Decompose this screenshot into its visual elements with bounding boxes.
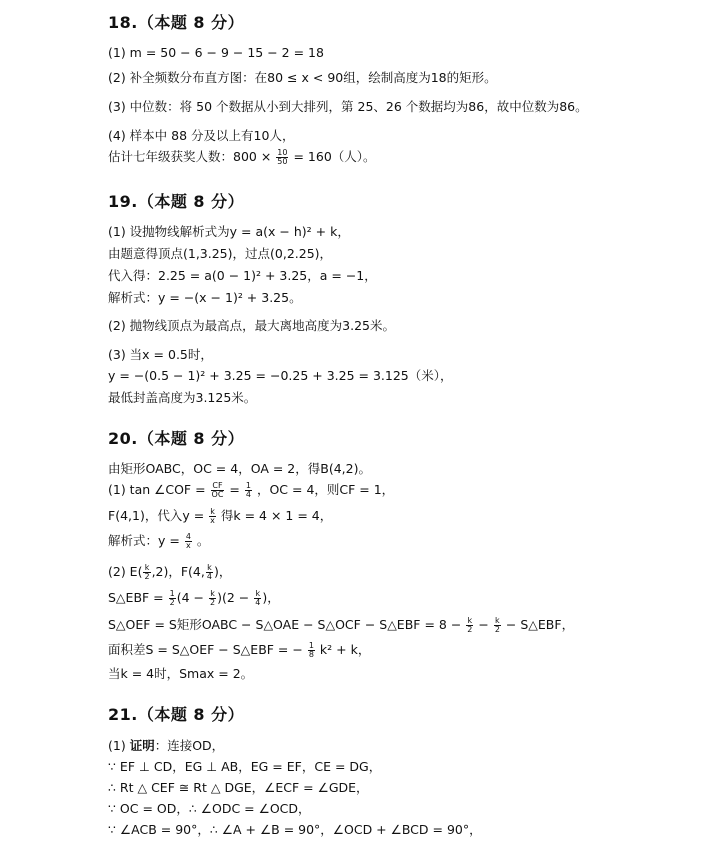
s18-line-2: (2) 补全频数分布直方图：在80 ≤ x < 90组，绘制高度为18的矩形。 [108,70,497,85]
s20-line-2: (1) tan ∠COF = $\frac{CF}{OC}$ = $\frac{1}{4}$ ，OC = 4，则CF = 1， [108,481,395,499]
s21-line-3: ∴ Rt △ CEF ≅ Rt △ DGE，∠ECF = ∠GDE， [108,780,369,795]
s19-line-4: 解析式：y = −(x − 1)² + 3.25。 [108,290,302,305]
fraction-cf-oc: $\frac{CF}{OC}$ [211,481,224,499]
fraction-k-4: $\frac{k}{4}$ [206,563,212,581]
s21-line-1: (1) 证明：连接OD， [108,738,225,753]
fraction-4-x: $\frac{4}{x}$ [185,532,191,550]
s19-line-7: y = −(0.5 − 1)² + 3.25 = −0.25 + 3.25 = 3.125（米）， [108,368,453,383]
fraction-1-8: $\frac{1}{8}$ [308,641,314,659]
s21-line-5: ∵ ∠ACB = 90°，∴ ∠A + ∠B = 90°，∠OCD + ∠BCD = 90°， [108,822,482,837]
s20-line-6: S△EBF = $\frac{1}{2}$ (4 − $\frac{k}{2}$ )(2 − $\frac{k}{4}$ )， [108,589,280,607]
fraction-k-4: $\frac{k}{4}$ [255,589,261,607]
fraction-k-2: $\frac{k}{2}$ [467,616,473,634]
section-19-title: 19.（本题 8 分） [108,192,245,211]
fraction-k-2: $\frac{k}{2}$ [494,616,500,634]
s18-line-1: (1) m = 50 − 6 − 9 − 15 − 2 = 18 [108,45,324,60]
fraction-1-2: $\frac{1}{2}$ [169,589,175,607]
s20-line-7: S△OEF = S矩形OABC − S△OAE − S△OCF − S△EBF = 8 − $\frac{k}{2}$ − $\frac{k}{2}$ − S△EBF， [108,616,575,634]
s20-line-1: 由矩形OABC，OC = 4，OA = 2，得B(4,2)。 [108,461,371,476]
s20-line-8: 面积差S = S△OEF − S△EBF = − $\frac{1}{8}$ k² + k， [108,641,371,659]
s19-line-6: (3) 当x = 0.5时， [108,347,213,362]
s21-line-4: ∵ OC = OD，∴ ∠ODC = ∠OCD， [108,801,311,816]
s18-line-4: (4) 样本中 88 分及以上有10人， [108,128,295,143]
fraction-1-4: $\frac{1}{4}$ [245,481,251,499]
s18-line-5-post: = 160（人）。 [293,149,376,164]
s19-line-8: 最低封盖高度为3.125米。 [108,390,257,405]
section-18-title: 18.（本题 8 分） [108,13,245,32]
s19-line-2: 由题意得顶点(1,3.25)，过点(0,2.25)， [108,246,333,261]
section-20-title: 20.（本题 8 分） [108,429,245,448]
s19-line-1: (1) 设抛物线解析式为y = a(x − h)² + k， [108,224,350,239]
fraction-k-2: $\frac{k}{2}$ [144,563,150,581]
s18-line-5 [108,149,376,166]
s20-line-9: 当k = 4时，Smax = 2。 [108,666,254,681]
proof-label: 证明 [129,738,155,753]
s18-line-5-pre: 估计七年级获奖人数：800 × [108,149,272,164]
s20-line-5: (2) E( $\frac{k}{2}$ ,2)，F(4, $\frac{k}{4}$ )， [108,563,232,581]
s19-line-3: 代入得：2.25 = a(0 − 1)² + 3.25，a = −1， [108,268,377,283]
fraction-10-50: $\frac{10}{50}$ [277,148,288,166]
fraction-k-x: $\frac{k}{x}$ [210,507,215,525]
s18-line-3: (3) 中位数：将 50 个数据从小到大排列，第 25、26 个数据均为86，故中位数为86。 [108,99,588,114]
fraction-k-2: $\frac{k}{2}$ [210,589,216,607]
section-21-title: 21.（本题 8 分） [108,705,245,724]
s20-line-4: 解析式：y = $\frac{4}{x}$ 。 [108,532,210,550]
s20-line-3: F(4,1)，代入y = $\frac{k}{x}$ 得k = 4 × 1 = 4， [108,507,333,525]
s21-line-2: ∵ EF ⊥ CD，EG ⊥ AB，EG = EF，CE = DG， [108,759,382,774]
s19-line-5: (2) 抛物线顶点为最高点，最大离地高度为3.25米。 [108,318,396,333]
